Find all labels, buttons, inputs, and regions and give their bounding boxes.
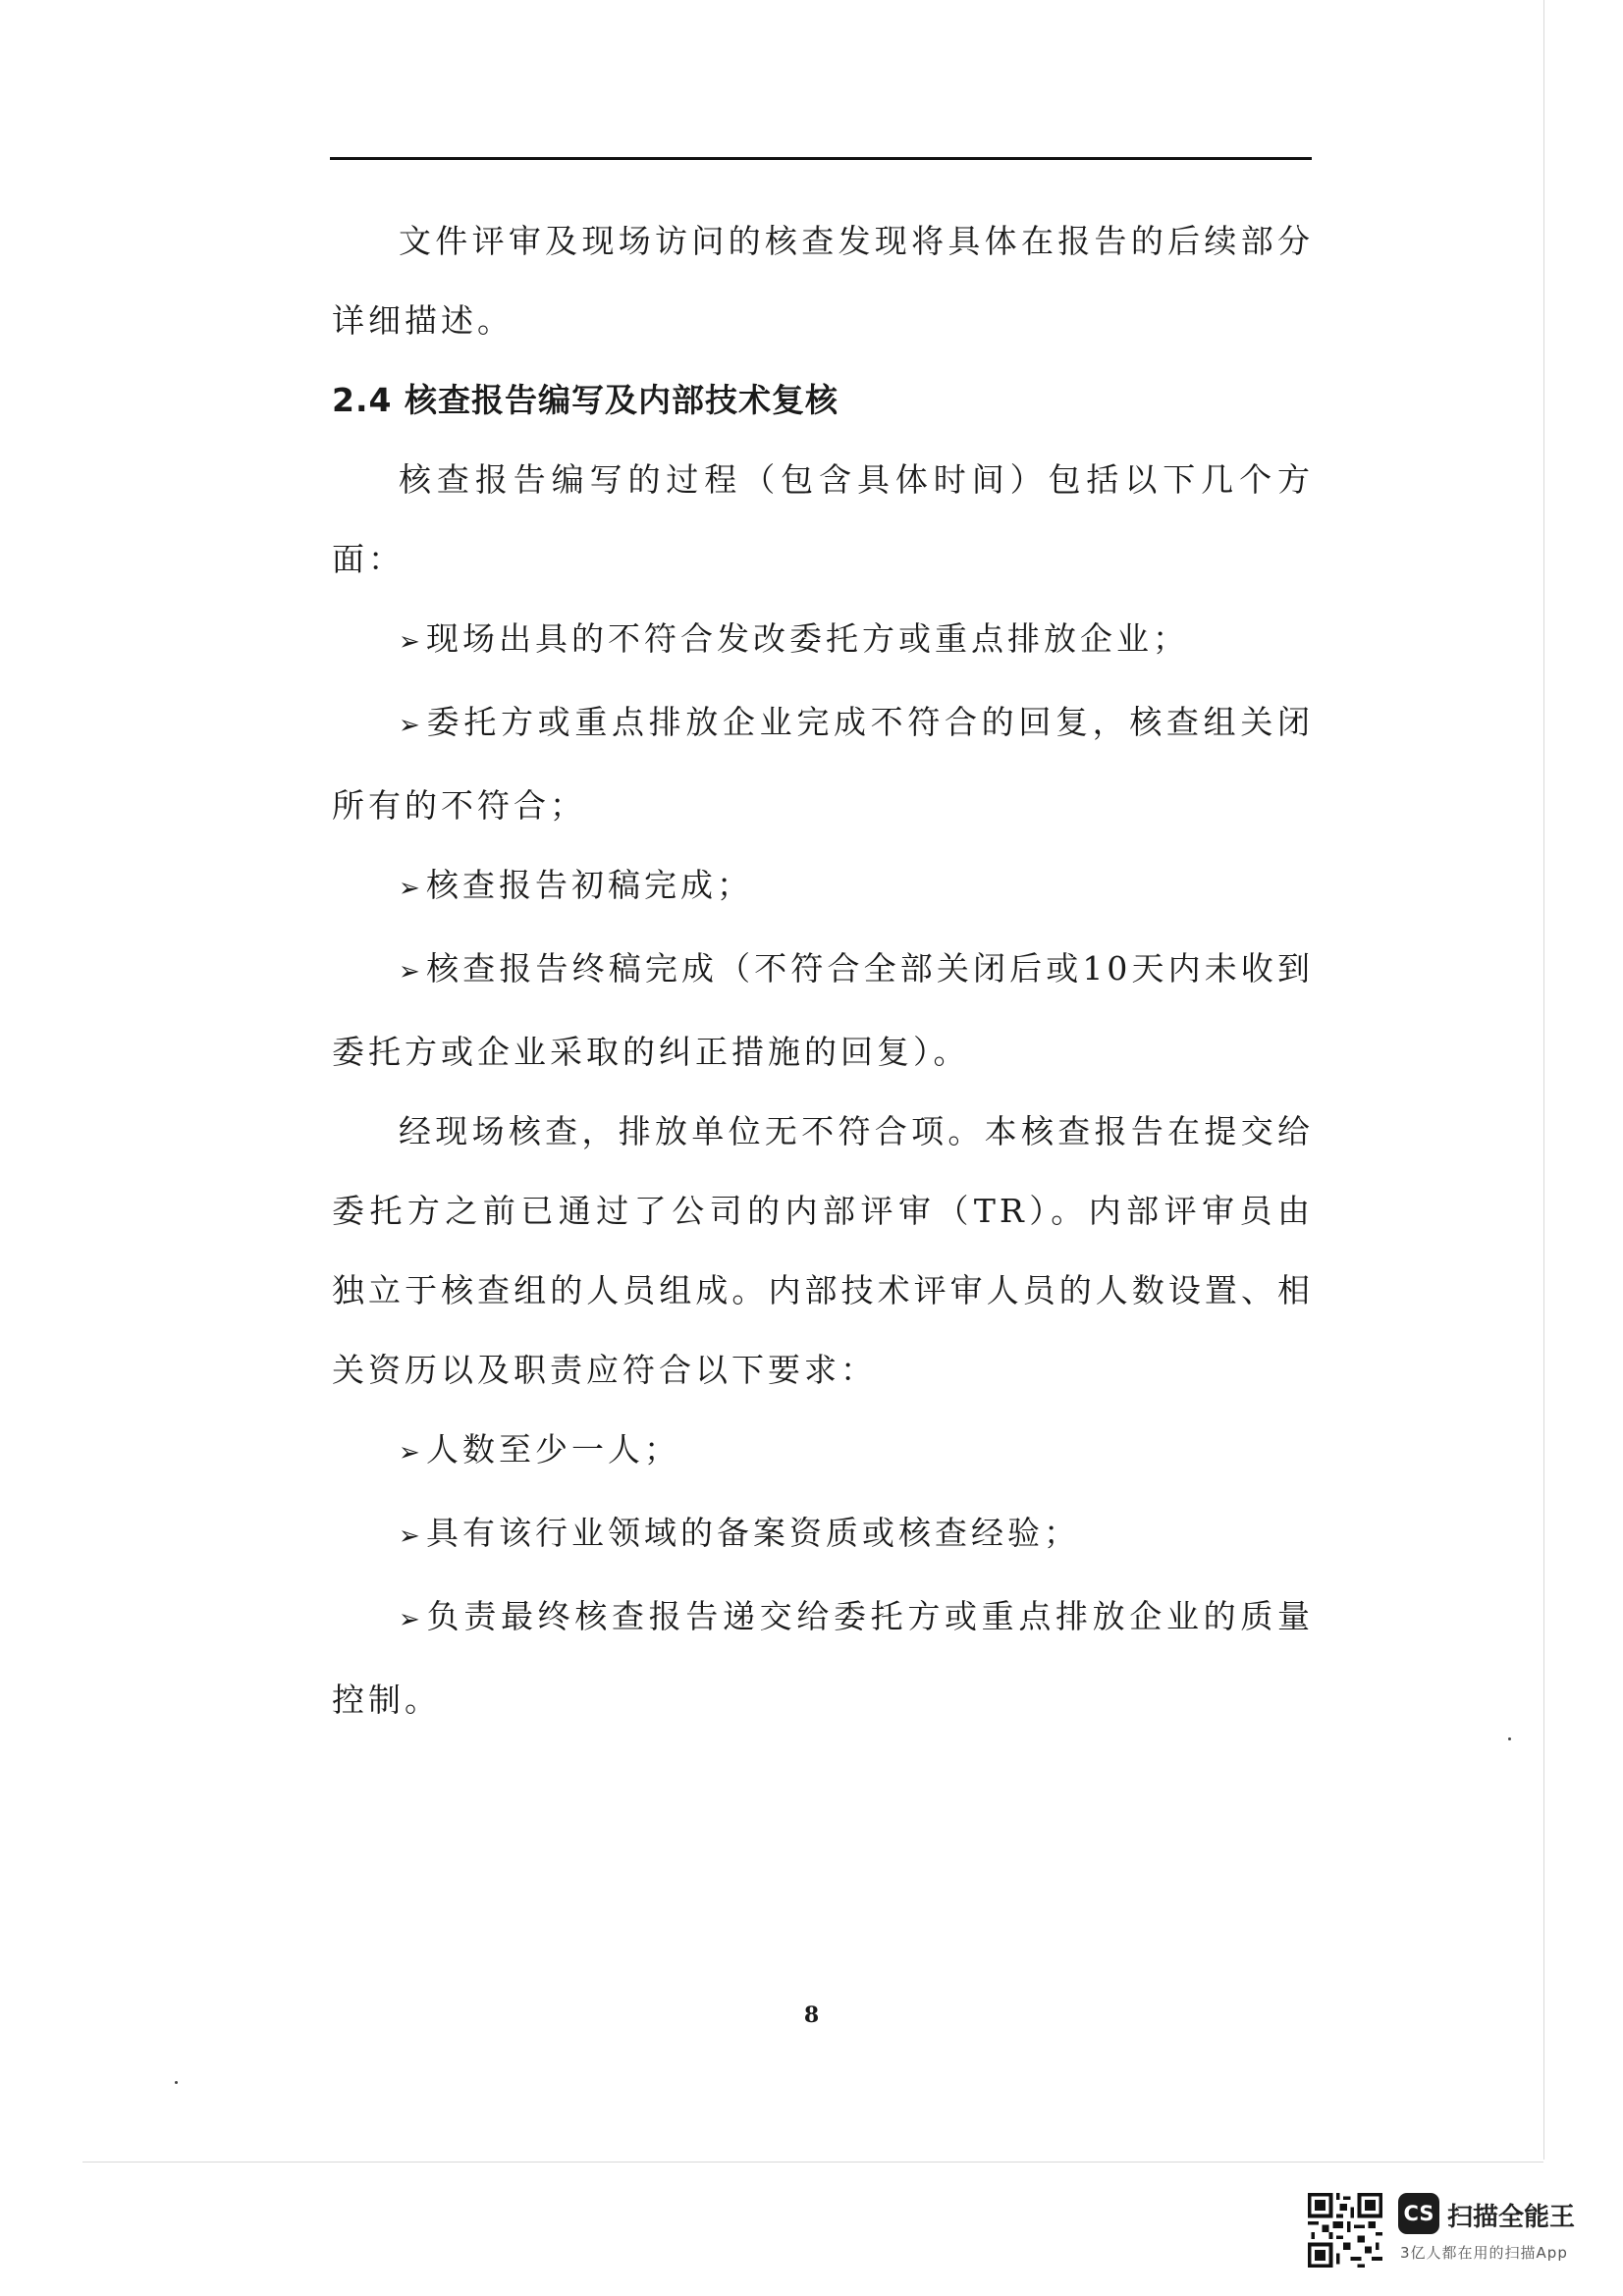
bullet-item	[332, 845, 1314, 929]
header-rule	[330, 157, 1312, 160]
bullet-item	[332, 1576, 1314, 1739]
document-body	[332, 201, 1314, 1739]
scan-edge-right	[1543, 0, 1544, 2160]
bullet-text: 核查报告终稿完成（不符合全部关闭后或10天内未收到委托方或企业采取的纠正措施的回复）。	[332, 949, 1314, 1071]
bullet-text: 现场出具的不符合发改委托方或重点排放企业；	[426, 619, 1189, 658]
bullet-arrow-icon: ➢	[399, 1522, 420, 1551]
watermark-slogan: 3亿人都在用的扫描App	[1400, 2244, 1568, 2262]
bullet-text: 人数至少一人；	[426, 1430, 680, 1468]
qr-code-icon	[1308, 2193, 1382, 2268]
bullet-arrow-icon: ➢	[399, 1438, 420, 1468]
paragraph: 核查报告编写的过程（包含具体时间）包括以下几个方面：	[332, 460, 1314, 578]
bullet-arrow-icon: ➢	[399, 711, 420, 740]
bullet-item	[332, 1410, 1314, 1493]
bullet-text: 负责最终核查报告递交给委托方或重点排放企业的质量控制。	[332, 1597, 1314, 1719]
camscanner-logo: CS	[1398, 2193, 1439, 2234]
bullet-item	[332, 599, 1314, 682]
scan-speck	[1508, 1737, 1511, 1740]
bullet-arrow-icon: ➢	[399, 627, 420, 657]
bullet-text: 具有该行业领域的备案资质或核查经验；	[426, 1514, 1080, 1552]
paragraph: 经现场核查，排放单位无不符合项。本核查报告在提交给委托方之前已通过了公司的内部评审（TR）。内部评审员由独立于核查组的人员组成。内部技术评审人员的人数设置、相关资历以及职责应符合以下要求：	[332, 1112, 1314, 1389]
bullet-text: 核查报告初稿完成；	[426, 866, 753, 904]
bullet-arrow-icon: ➢	[399, 957, 420, 987]
scan-edge-bottom	[82, 2162, 1543, 2163]
section-heading: 2.4 核查报告编写及内部技术复核	[332, 381, 839, 419]
bullet-arrow-icon: ➢	[399, 874, 420, 903]
bullet-text: 委托方或重点排放企业完成不符合的回复，核查组关闭所有的不符合；	[332, 703, 1314, 825]
bullet-item	[332, 929, 1314, 1092]
bullet-arrow-icon: ➢	[399, 1605, 420, 1634]
bullet-item	[332, 682, 1314, 845]
paragraph: 文件评审及现场访问的核查发现将具体在报告的后续部分详细描述。	[332, 222, 1314, 340]
scan-speck	[175, 2081, 178, 2084]
bullet-item	[332, 1493, 1314, 1576]
watermark-app-name: 扫描全能王	[1447, 2203, 1576, 2232]
page-number: 8	[803, 2002, 820, 2028]
